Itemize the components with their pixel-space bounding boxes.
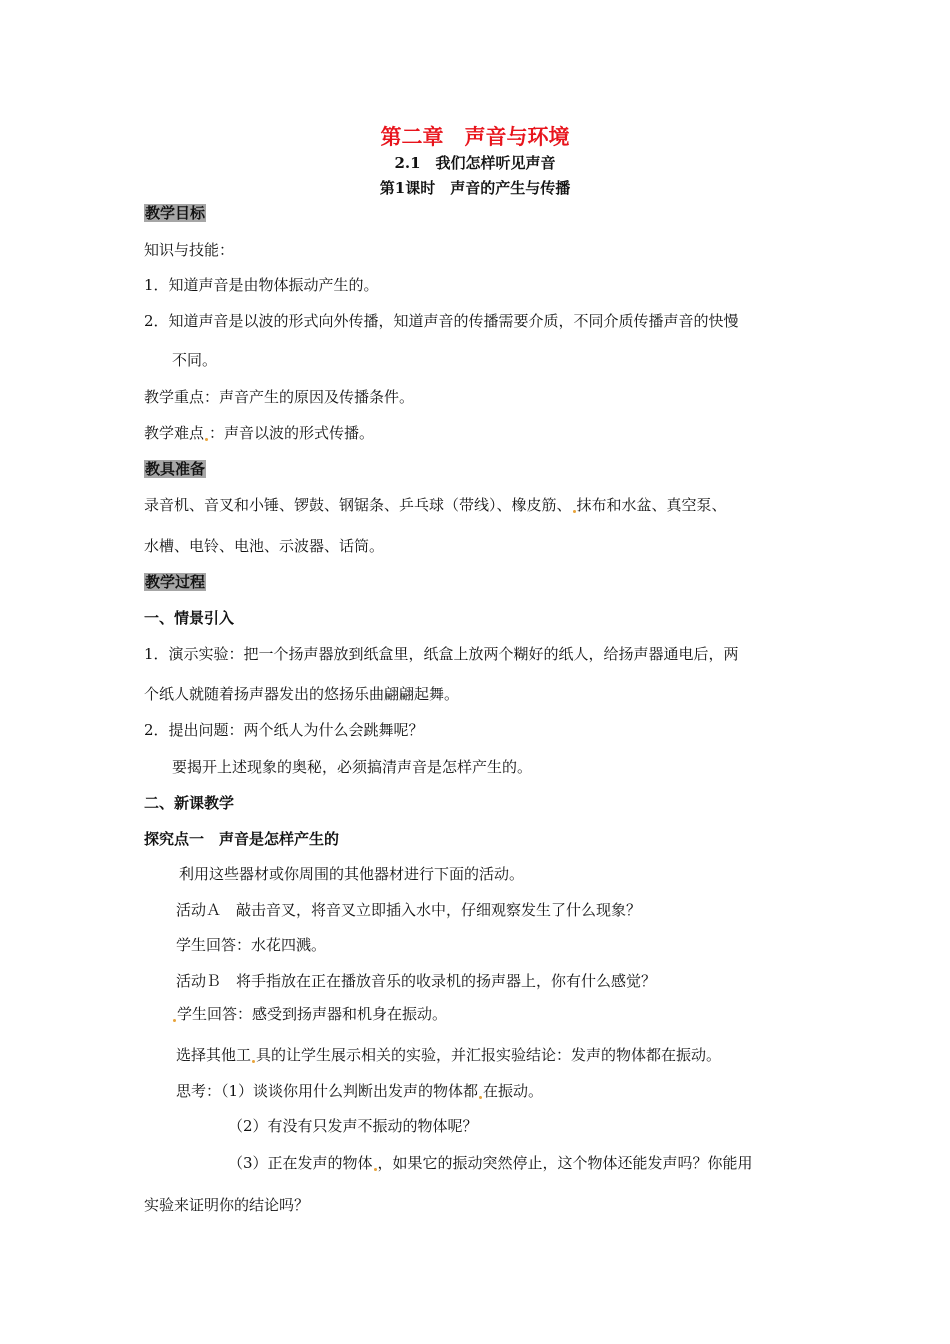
mark-dot — [205, 438, 208, 441]
goal-item-1: 1．知道声音是由物体振动产生的。 — [144, 276, 379, 294]
tools-heading: 教具准备 — [145, 460, 206, 478]
process-heading: 教学过程 — [145, 573, 206, 591]
tools-line-1: 录音机、音叉和小锤、锣鼓、钢锯条、乒乓球（带线）、橡皮筋、 抹布和水盆、真空泵、 — [144, 496, 727, 514]
teaching-focus: 教学重点：声音产生的原因及传播条件。 — [144, 388, 415, 406]
think-question-3: （3）正在发声的物体 ，如果它的振动突然停止，这个物体还能发声吗？你能用 — [228, 1154, 753, 1172]
activity-a: 活动Ａ 敲击音叉，将音叉立即插入水中，仔细观察发生了什么现象？ — [176, 901, 642, 919]
mark-dot — [573, 510, 576, 513]
lesson-title: 第1课时 声音的产生与传播 — [379, 179, 571, 197]
goal-item-2-cont: 不同。 — [172, 351, 218, 369]
answer-b: 学生回答：感受到扬声器和机身在振动。 — [172, 1004, 447, 1024]
mark-dot — [374, 1168, 377, 1171]
chapter-title: 第二章 声音与环境 — [380, 124, 570, 149]
intro-para-1-cont: 个纸人就随着扬声器发出的悠扬乐曲翩翩起舞。 — [144, 685, 460, 703]
goals-heading: 教学目标 — [145, 204, 206, 222]
intro-para-2: 2．提出问题：两个纸人为什么会跳舞呢？ — [144, 721, 424, 739]
explore-point-1: 探究点一 声音是怎样产生的 — [144, 830, 340, 848]
teaching-difficulty: 教学难点 ：声音以波的形式传播。 — [144, 424, 375, 442]
think-question-1: 思考：（1）谈谈你用什么判断出发声的物体都 在振动。 — [176, 1082, 544, 1100]
intro-para-3: 要揭开上述现象的奥秘，必须搞清声音是怎样产生的。 — [172, 758, 533, 776]
mark-dot — [479, 1096, 482, 1099]
goal-item-2: 2．知道声音是以波的形式向外传播，知道声音的传播需要介质，不同介质传播声音的快慢 — [144, 312, 739, 330]
knowledge-label: 知识与技能： — [144, 241, 235, 259]
activity-intro: 利用这些器材或你周围的其他器材进行下面的活动。 — [179, 865, 525, 883]
mark-dot — [252, 1060, 255, 1063]
section-subtitle: 2.1 我们怎样听见声音 — [394, 154, 556, 172]
choose-tools: 选择其他工 具的让学生展示相关的实验，并汇报实验结论：发声的物体都在振动。 — [176, 1046, 722, 1064]
tools-line-2: 水槽、电铃、电池、示波器、话筒。 — [144, 537, 385, 555]
section-intro-heading: 一、情景引入 — [144, 609, 235, 627]
mark-dot — [173, 1019, 176, 1022]
intro-para-1: 1．演示实验：把一个扬声器放到纸盒里，纸盒上放两个糊好的纸人，给扬声器通电后，两 — [144, 645, 739, 663]
answer-a: 学生回答：水花四溅。 — [176, 936, 327, 954]
section-new-lesson-heading: 二、新课教学 — [144, 794, 235, 812]
think-question-2: （2）有没有只发声不振动的物体呢？ — [228, 1117, 478, 1135]
activity-b: 活动Ｂ 将手指放在正在播放音乐的收录机的扬声器上，你有什么感觉？ — [176, 972, 657, 990]
think-question-3-cont: 实验来证明你的结论吗？ — [144, 1196, 310, 1214]
